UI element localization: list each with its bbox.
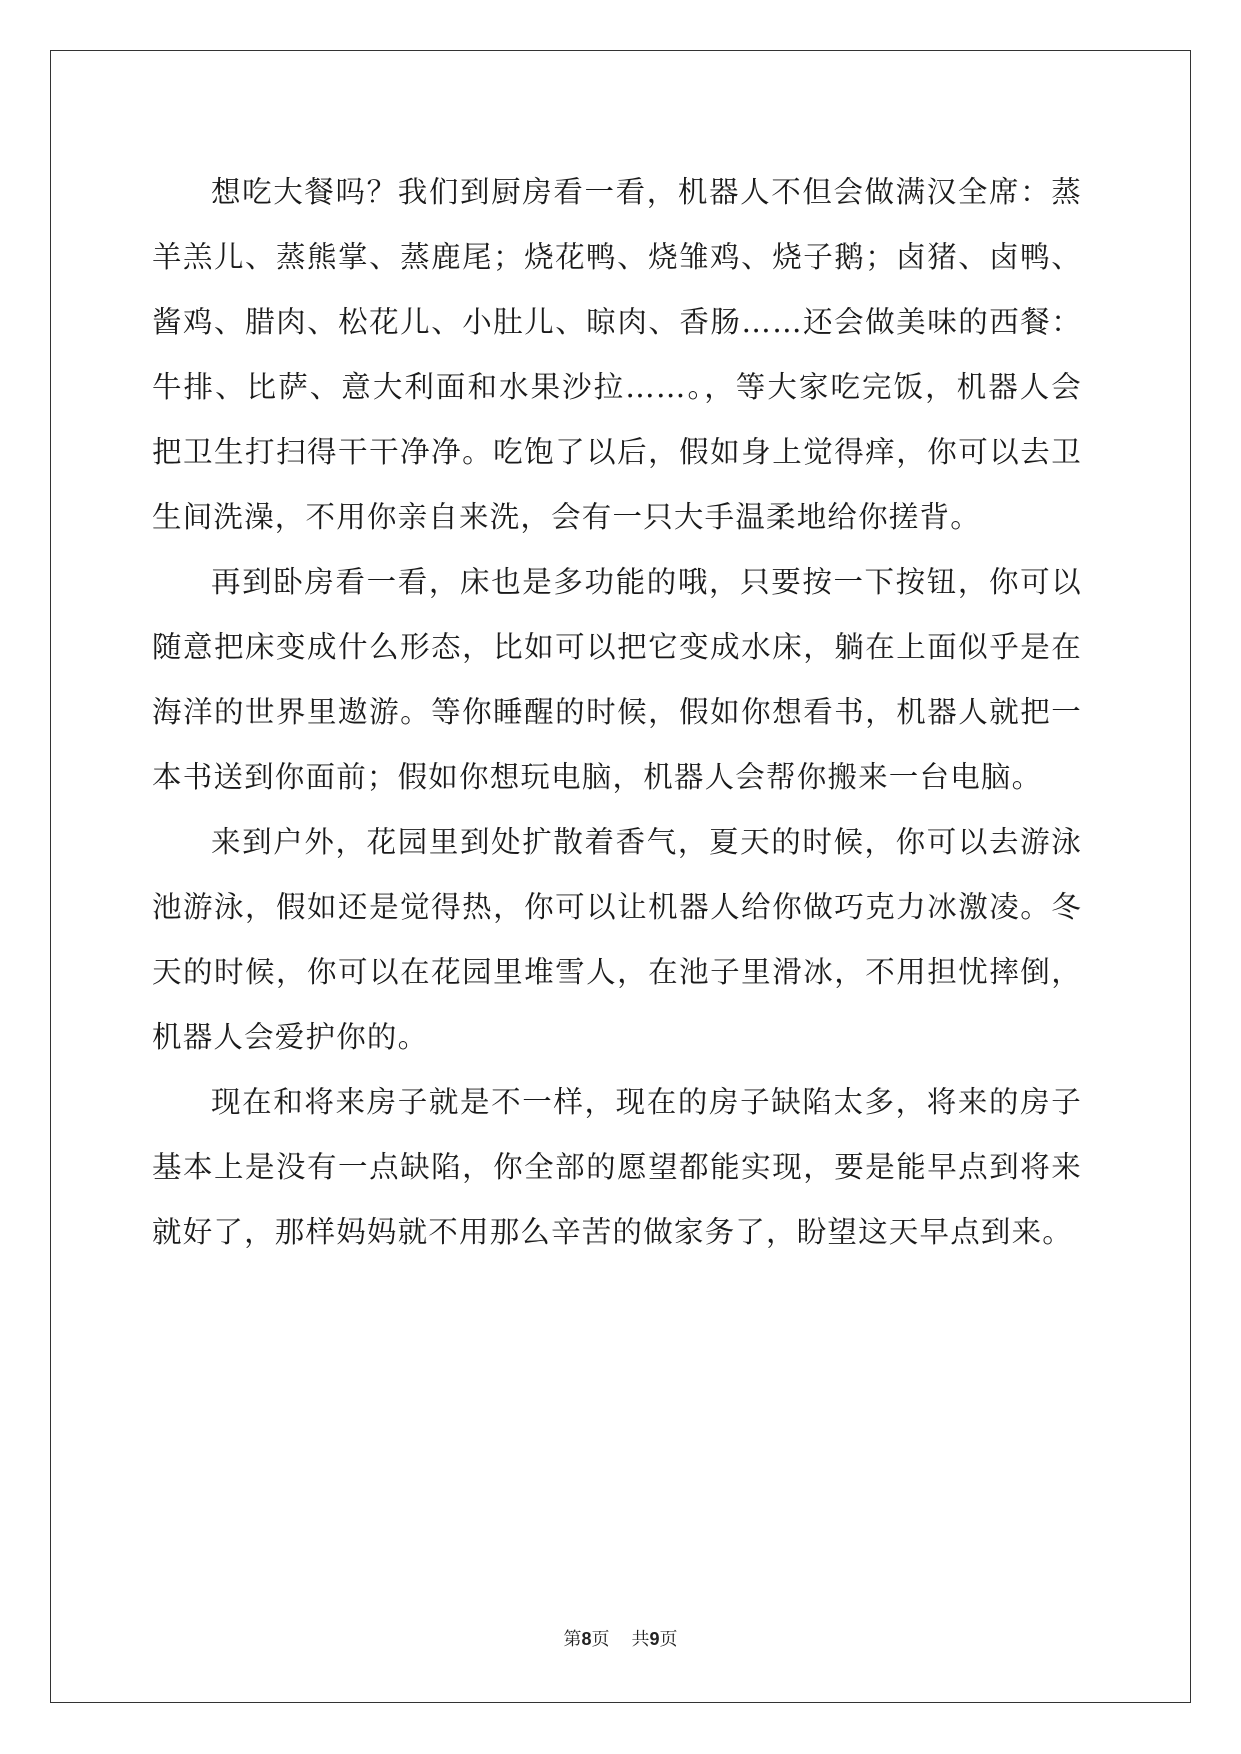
current-page-number: 8 [581, 1629, 592, 1649]
paragraph-bedroom: 再到卧房看一看，床也是多功能的哦，只要按一下按钮，你可以随意把床变成什么形态，比如可以把它变成水床，躺在上面似乎是在海洋的世界里遨游。等你睡醒的时候，假如你想看书，机器人就把一本书送到你面前；假如你想玩电脑，机器人会帮你搬来一台电脑。 [152, 565, 1082, 794]
paragraph-outdoor: 来到户外，花园里到处扩散着香气，夏天的时候，你可以去游泳池游泳，假如还是觉得热，你可以让机器人给你做巧克力冰激凌。冬天的时候，你可以在花园里堆雪人，在池子里滑冰，不用担忧摔倒，机器人会爱护你的。 [152, 825, 1082, 1054]
page-prefix: 第 [563, 1629, 582, 1650]
paragraph-conclusion: 现在和将来房子就是不一样，现在的房子缺陷太多，将来的房子基本上是没有一点缺陷，你全部的愿望都能实现，要是能早点到将来就好了，那样妈妈就不用那么辛苦的做家务了，盼望这天早点到来。 [152, 1085, 1082, 1249]
total-pages-number: 9 [649, 1629, 660, 1649]
page-suffix: 页 [591, 1629, 610, 1650]
paragraph-kitchen: 想吃大餐吗？我们到厨房看一看，机器人不但会做满汉全席：蒸羊羔儿、蒸熊掌、蒸鹿尾；烧花鸭、烧雏鸡、烧子鹅；卤猪、卤鸭、酱鸡、腊肉、松花儿、小肚儿、晾肉、香肠……还会做美味的西餐：牛排、比萨、意大利面和水果沙拉……。，等大家吃完饭，机器人会把卫生打扫得干干净净。吃饱了以后，假如身上觉得痒，你可以去卫生间洗澡，不用你亲自来洗，会有一只大手温柔地给你搓背。 [152, 175, 1082, 534]
total-prefix: 共 [631, 1629, 650, 1650]
document-body [152, 160, 1082, 1265]
page-footer [0, 1625, 1241, 1651]
total-suffix: 页 [659, 1629, 678, 1650]
